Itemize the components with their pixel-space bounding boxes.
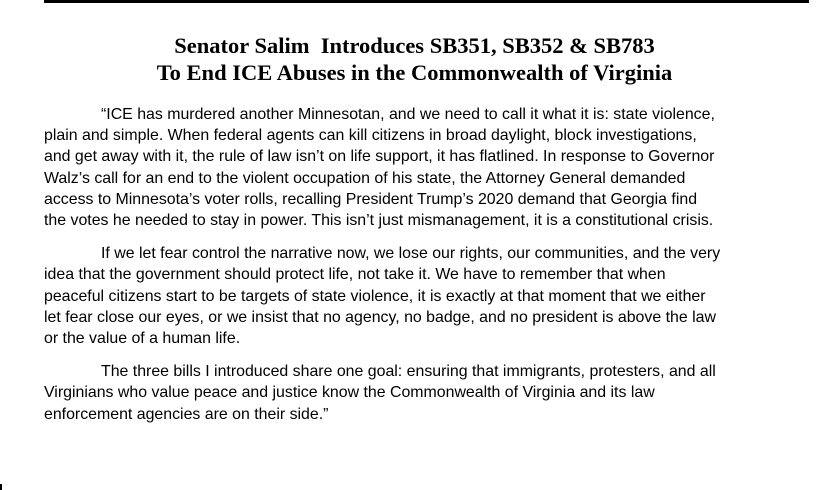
paragraph-3 bbox=[44, 361, 816, 425]
paragraph-line: Walz’s call for an end to the violent occupation of his state, the Attorney General demanded bbox=[44, 169, 686, 187]
paragraph-line: If we let fear control the narrative now, we lose our rights, our communities, and the very bbox=[101, 245, 721, 263]
paragraph-2 bbox=[44, 243, 816, 349]
paragraph-line: “ICE has murdered another Minnesotan, and we need to call it what it is: state violence, bbox=[101, 106, 715, 123]
paragraph-line: access to Minnesota’s voter rolls, recalling President Trump’s 2020 demand that Georgia find bbox=[44, 190, 698, 208]
top-rule bbox=[44, 0, 809, 3]
paragraph-1 bbox=[44, 104, 816, 231]
paragraph-line: let fear close our eyes, or we insist that no agency, no badge, and no president is above the law bbox=[44, 308, 716, 326]
press-release-headline bbox=[0, 32, 829, 86]
headline-line-2: To End ICE Abuses in the Commonwealth of Virginia bbox=[156, 60, 673, 85]
headline-line-1: Senator Salim Introduces SB351, SB352 & SB783 bbox=[174, 33, 655, 58]
statement-body bbox=[44, 104, 816, 437]
edge-mark bbox=[0, 484, 2, 490]
paragraph-line: The three bills I introduced share one goal: ensuring that immigrants, protesters, and all bbox=[101, 363, 716, 381]
paragraph-line: and get away with it, the rule of law isn’t on life support, it has flatlined. In response to Governor bbox=[44, 148, 715, 166]
paragraph-line: the votes he needed to stay in power. This isn’t just mismanagement, it is a constitutional crisis. bbox=[44, 212, 714, 230]
paragraph-line: plain and simple. When federal agents can kill citizens in broad daylight, block investigations, bbox=[44, 127, 697, 145]
paragraph-line: or the value of a human life. bbox=[44, 330, 241, 348]
paragraph-line: enforcement agencies are on their side.” bbox=[44, 405, 329, 423]
paragraph-line: peaceful citizens start to be targets of state violence, it is exactly at that moment that we either bbox=[44, 287, 706, 305]
paragraph-line: Virginians who value peace and justice know the Commonwealth of Virginia and its law bbox=[44, 384, 655, 402]
paragraph-line: idea that the government should protect life, not take it. We have to remember that when bbox=[44, 266, 666, 284]
